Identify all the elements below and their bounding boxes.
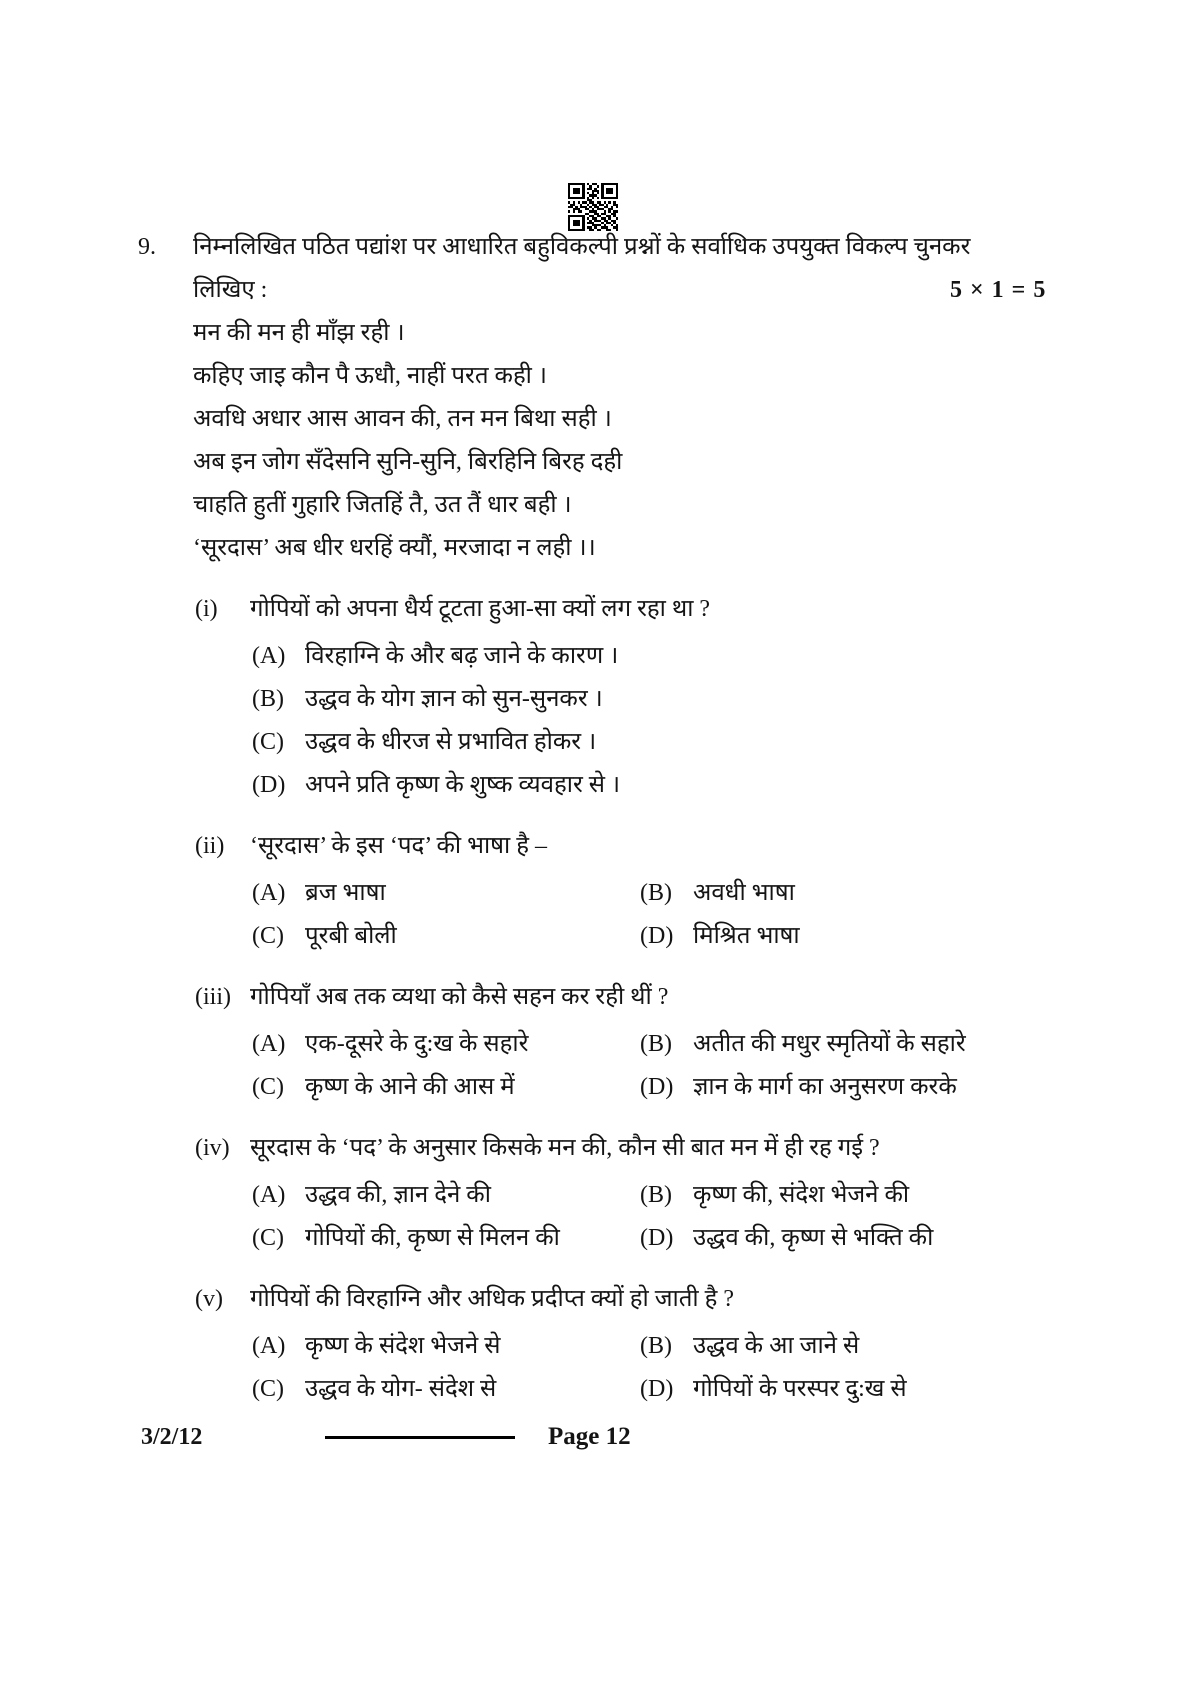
option-text: उद्धव की, कृष्ण से भक्ति की — [693, 1225, 934, 1251]
footer-paper-code: 3/2/12 — [141, 1424, 203, 1450]
option-text: अपने प्रति कृष्ण के शुष्क व्यवहार से । — [305, 772, 621, 798]
option-d — [640, 1368, 1148, 1411]
option-b — [252, 678, 1148, 721]
option-text: गोपियों की, कृष्ण से मिलन की — [305, 1225, 560, 1251]
question-9-block — [138, 226, 1148, 1411]
sub-question-text: सूरदास के ‘पद’ के अनुसार किसके मन की, कौन सी बात मन में ही रह गई ? — [250, 1135, 880, 1161]
options-row-cd — [252, 1368, 1148, 1411]
option-label: (C) — [252, 1074, 284, 1100]
poem-line: चाहति हुतीं गुहारि जितहिं तै, उत तैं धार बही । — [193, 492, 572, 518]
option-label: (A) — [252, 1182, 286, 1208]
option-text: अवधी भाषा — [693, 880, 795, 906]
sub-question-text-row — [138, 976, 1148, 1019]
sub-question-text-row — [138, 1278, 1148, 1321]
option-a — [252, 1325, 640, 1368]
options-row-ab — [252, 1325, 1148, 1368]
sub-question-ii — [138, 825, 1148, 958]
poem-line: मन की मन ही माँझ रही । — [193, 320, 405, 346]
options-row-ab — [252, 872, 1148, 915]
question-intro-text-2: लिखिए : — [193, 277, 268, 303]
options-row-ab — [252, 1174, 1148, 1217]
option-text: एक-दूसरे के दु:ख के सहारे — [305, 1031, 529, 1057]
option-a — [252, 872, 640, 915]
poem-line: ‘सूरदास’ अब धीर धरहिं क्यौं, मरजादा न लही ।। — [193, 535, 596, 561]
question-intro-text: निम्नलिखित पठित पद्यांश पर आधारित बहुविकल्पी प्रश्नों के सर्वाधिक उपयुक्त विकल्प चुनकर — [193, 234, 971, 260]
options-group — [138, 1023, 1148, 1109]
option-text: ब्रज भाषा — [305, 880, 386, 906]
option-text: उद्धव के योग- संदेश से — [305, 1376, 497, 1402]
sub-question-label: (iii) — [195, 984, 231, 1010]
option-text: कृष्ण की, संदेश भेजने की — [693, 1182, 910, 1208]
qr-code — [568, 183, 618, 231]
option-text: उद्धव की, ज्ञान देने की — [305, 1182, 491, 1208]
options-row-cd — [252, 1217, 1148, 1260]
question-intro-line2 — [138, 269, 1148, 312]
marks-label: 5 × 1 = 5 — [950, 277, 1047, 303]
option-a — [252, 1023, 640, 1066]
option-text: गोपियों के परस्पर दु:ख से — [693, 1376, 907, 1402]
option-text: पूरबी बोली — [305, 923, 397, 949]
question-intro-line1 — [138, 226, 1148, 269]
sub-question-iv — [138, 1127, 1148, 1260]
option-d — [252, 764, 1148, 807]
options-row-cd — [252, 1066, 1148, 1109]
sub-question-i — [138, 588, 1148, 807]
option-d — [640, 1217, 1148, 1260]
option-text: कृष्ण के आने की आस में — [305, 1074, 515, 1100]
sub-question-v — [138, 1278, 1148, 1411]
option-label: (B) — [640, 1333, 672, 1359]
options-group — [138, 1174, 1148, 1260]
option-label: (D) — [640, 1376, 674, 1402]
option-text: उद्धव के योग ज्ञान को सुन-सुनकर । — [305, 686, 603, 712]
sub-question-text-row — [138, 1127, 1148, 1170]
option-label: (C) — [252, 1376, 284, 1402]
option-text: अतीत की मधुर स्मृतियों के सहारे — [693, 1031, 966, 1057]
option-a — [252, 1174, 640, 1217]
poem-line: अब इन जोग सँदेसनि सुनि-सुनि, बिरहिनि बिरह दही — [193, 449, 623, 475]
options-group — [138, 872, 1148, 958]
option-label: (B) — [252, 686, 284, 712]
sub-question-text: गोपियाँ अब तक व्यथा को कैसे सहन कर रही थीं ? — [250, 984, 669, 1010]
option-text: ज्ञान के मार्ग का अनुसरण करके — [693, 1074, 957, 1100]
sub-question-label: (i) — [195, 596, 218, 622]
footer-page-number: Page 12 — [548, 1423, 631, 1450]
option-label: (A) — [252, 643, 286, 669]
poem-line: कहिए जाइ कौन पै ऊधौ, नाहीं परत कही । — [193, 363, 547, 389]
options-row-ab — [252, 1023, 1148, 1066]
option-c — [252, 1217, 640, 1260]
option-label: (A) — [252, 1031, 286, 1057]
option-label: (D) — [252, 772, 286, 798]
options-row-cd — [252, 915, 1148, 958]
option-label: (A) — [252, 880, 286, 906]
option-a — [252, 635, 1148, 678]
option-label: (B) — [640, 1031, 672, 1057]
sub-question-text: गोपियों की विरहाग्नि और अधिक प्रदीप्त क्यों हो जाती है ? — [250, 1286, 735, 1312]
sub-question-iii — [138, 976, 1148, 1109]
option-c — [252, 1368, 640, 1411]
sub-question-text: गोपियों को अपना धैर्य टूटता हुआ-सा क्यों लग रहा था ? — [250, 596, 711, 622]
poem-line: अवधि अधार आस आवन की, तन मन बिथा सही । — [193, 406, 612, 432]
options-group — [138, 635, 1148, 807]
option-label: (B) — [640, 1182, 672, 1208]
option-text: उद्धव के आ जाने से — [693, 1333, 860, 1359]
option-c — [252, 915, 640, 958]
sub-question-text: ‘सूरदास’ के इस ‘पद’ की भाषा है – — [250, 833, 548, 859]
footer-divider-line — [325, 1436, 515, 1439]
option-c — [252, 721, 1148, 764]
sub-question-label: (iv) — [195, 1135, 230, 1161]
option-b — [640, 1023, 1148, 1066]
sub-question-text-row — [138, 825, 1148, 868]
option-b — [640, 872, 1148, 915]
options-group — [138, 1325, 1148, 1411]
option-text: कृष्ण के संदेश भेजने से — [305, 1333, 501, 1359]
option-b — [640, 1325, 1148, 1368]
option-label: (C) — [252, 1225, 284, 1251]
question-number: 9. — [138, 234, 156, 260]
option-text: मिश्रित भाषा — [693, 923, 800, 949]
option-d — [640, 915, 1148, 958]
option-label: (C) — [252, 923, 284, 949]
option-d — [640, 1066, 1148, 1109]
option-label: (D) — [640, 1225, 674, 1251]
sub-question-label: (ii) — [195, 833, 225, 859]
option-label: (A) — [252, 1333, 286, 1359]
option-label: (C) — [252, 729, 284, 755]
option-label: (B) — [640, 880, 672, 906]
sub-question-text-row — [138, 588, 1148, 631]
option-text: उद्धव के धीरज से प्रभावित होकर । — [305, 729, 597, 755]
option-b — [640, 1174, 1148, 1217]
option-c — [252, 1066, 640, 1109]
sub-question-label: (v) — [195, 1286, 223, 1312]
option-label: (D) — [640, 1074, 674, 1100]
option-label: (D) — [640, 923, 674, 949]
poem-excerpt — [138, 312, 1148, 570]
option-text: विरहाग्नि के और बढ़ जाने के कारण । — [305, 643, 619, 669]
